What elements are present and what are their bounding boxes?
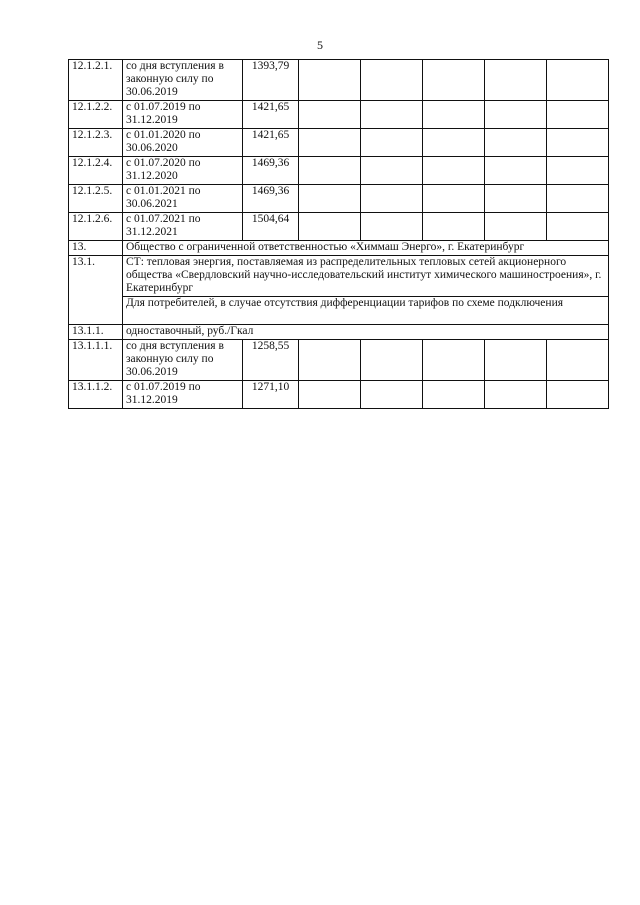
- empty-cell: [361, 381, 423, 409]
- empty-cell: [299, 213, 361, 241]
- consumers-row: [69, 297, 609, 325]
- table-row: [69, 185, 609, 213]
- empty-cell: [485, 340, 547, 381]
- row-number: 13.1.1.: [69, 325, 123, 340]
- period-cell: с 01.01.2021 по 30.06.2021: [123, 185, 243, 213]
- period-cell: с 01.07.2019 по 31.12.2019: [123, 101, 243, 129]
- tariff-value: 1421,65: [243, 101, 299, 129]
- empty-cell: [299, 101, 361, 129]
- single-rate-label: одноставочный, руб./Гкал: [123, 325, 609, 340]
- consumers-description: Для потребителей, в случае отсутствия дифференциации тарифов по схеме подключения: [123, 297, 609, 325]
- empty-cell: [547, 101, 609, 129]
- empty-cell: [423, 60, 485, 101]
- empty-cell: [299, 381, 361, 409]
- row-number: 13.1.1.1.: [69, 340, 123, 381]
- row-number: 12.1.2.4.: [69, 157, 123, 185]
- empty-cell: [485, 381, 547, 409]
- page-number: 5: [317, 38, 323, 52]
- period-cell: с 01.01.2020 по 30.06.2020: [123, 129, 243, 157]
- table-row: [69, 340, 609, 381]
- empty-cell: [423, 185, 485, 213]
- empty-cell: [485, 185, 547, 213]
- empty-cell: [299, 60, 361, 101]
- empty-cell: [423, 101, 485, 129]
- st-row: [69, 256, 609, 297]
- empty-cell: [299, 340, 361, 381]
- row-number: 12.1.2.6.: [69, 213, 123, 241]
- table-row: [69, 213, 609, 241]
- empty-cell: [485, 101, 547, 129]
- empty-cell: [547, 340, 609, 381]
- tariff-value: 1504,64: [243, 213, 299, 241]
- empty-cell: [361, 101, 423, 129]
- empty-cell: [299, 185, 361, 213]
- single-rate-row: [69, 325, 609, 340]
- empty-cell: [485, 129, 547, 157]
- tariff-value: 1258,55: [243, 340, 299, 381]
- table-row: [69, 129, 609, 157]
- row-number: 12.1.2.1.: [69, 60, 123, 101]
- empty-cell: [299, 157, 361, 185]
- tariff-table: [68, 59, 609, 409]
- tariff-value: 1469,36: [243, 185, 299, 213]
- period-cell: с 01.07.2019 по 31.12.2019: [123, 381, 243, 409]
- period-cell: со дня вступления в законную силу по 30.06.2019: [123, 340, 243, 381]
- st-description: СТ: тепловая энергия, поставляемая из распределительных тепловых сетей акционерного общества «Свердловский научно-исследовательский институт химического машиностроения», г. Екатеринбург: [123, 256, 609, 297]
- empty-cell: [485, 157, 547, 185]
- empty-cell: [547, 185, 609, 213]
- empty-cell: [547, 129, 609, 157]
- row-number: 12.1.2.3.: [69, 129, 123, 157]
- table-row: [69, 157, 609, 185]
- org-name: Общество с ограниченной ответственностью «Химмаш Энерго», г. Екатеринбург: [123, 241, 609, 256]
- period-cell: со дня вступления в законную силу по 30.06.2019: [123, 60, 243, 101]
- tariff-value: 1421,65: [243, 129, 299, 157]
- table-row: [69, 381, 609, 409]
- empty-cell: [361, 60, 423, 101]
- empty-cell: [547, 381, 609, 409]
- row-number: 13.1.1.2.: [69, 381, 123, 409]
- empty-cell: [547, 213, 609, 241]
- empty-cell: [361, 340, 423, 381]
- empty-cell: [361, 185, 423, 213]
- row-number: 12.1.2.5.: [69, 185, 123, 213]
- empty-cell: [423, 340, 485, 381]
- empty-cell: [485, 60, 547, 101]
- empty-cell: [361, 129, 423, 157]
- tariff-value: 1271,10: [243, 381, 299, 409]
- empty-cell: [423, 381, 485, 409]
- row-number: 13.1.: [69, 256, 123, 325]
- period-cell: с 01.07.2020 по 31.12.2020: [123, 157, 243, 185]
- empty-cell: [547, 60, 609, 101]
- tariff-value: 1393,79: [243, 60, 299, 101]
- empty-cell: [423, 213, 485, 241]
- empty-cell: [361, 213, 423, 241]
- empty-cell: [423, 157, 485, 185]
- row-number: 12.1.2.2.: [69, 101, 123, 129]
- empty-cell: [423, 129, 485, 157]
- empty-cell: [485, 213, 547, 241]
- row-number: 13.: [69, 241, 123, 256]
- empty-cell: [547, 157, 609, 185]
- table-row: [69, 60, 609, 101]
- tariff-value: 1469,36: [243, 157, 299, 185]
- empty-cell: [361, 157, 423, 185]
- empty-cell: [299, 129, 361, 157]
- period-cell: с 01.07.2021 по 31.12.2021: [123, 213, 243, 241]
- table-row: [69, 101, 609, 129]
- org-row: [69, 241, 609, 256]
